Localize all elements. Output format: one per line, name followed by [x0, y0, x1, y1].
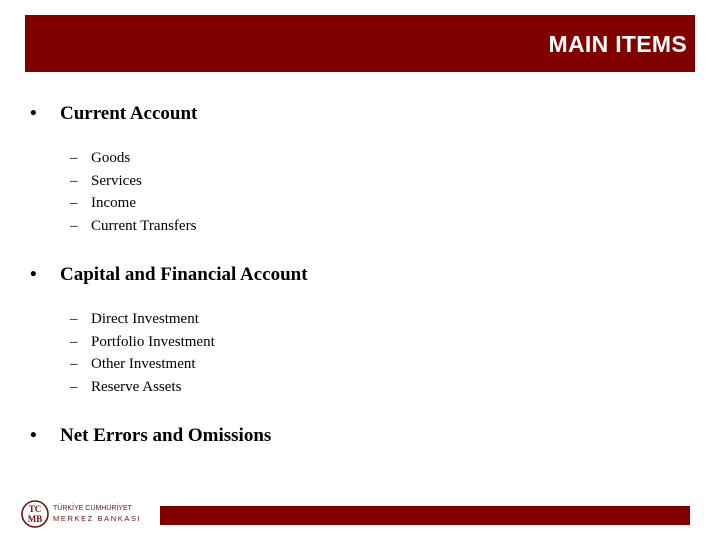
dash: – [70, 311, 78, 327]
title-bar [25, 15, 695, 72]
dash: – [70, 218, 78, 235]
bullet-label: Current Account [60, 103, 198, 124]
bullet-dot: • [30, 264, 37, 285]
list-item-label: Services [91, 172, 142, 189]
slide-title: MAIN ITEMS [548, 31, 687, 57]
dash: – [70, 379, 78, 396]
bullet-label: Capital and Financial Account [60, 264, 308, 285]
list-item-label: Current Transfers [91, 218, 197, 235]
dash: – [70, 195, 78, 212]
list-item-label: Portfolio Investment [91, 333, 215, 350]
list-item-label: Reserve Assets [91, 379, 182, 396]
list-item-label: Direct Investment [91, 311, 199, 327]
list-item-label: Income [91, 195, 136, 212]
list-item-label: Other Investment [91, 356, 196, 373]
svg-text:MB: MB [27, 514, 43, 524]
logo-line-2: MERKEZ BANKASI [53, 514, 142, 523]
dash: – [70, 150, 78, 166]
bullet-dot: • [30, 425, 37, 446]
dash: – [70, 333, 78, 350]
list-item-label: Goods [91, 150, 131, 166]
svg-text:TC: TC [28, 504, 42, 514]
bullet-dot: • [30, 103, 37, 124]
logo-text [53, 504, 141, 524]
bullet-label: Net Errors and Omissions [60, 425, 272, 446]
dash: – [70, 356, 78, 373]
tcmb-logo-icon [20, 499, 50, 529]
dash: – [70, 172, 78, 189]
logo-line-1: TÜRKİYE CUMHURİYET [53, 505, 132, 512]
footer-bar [160, 506, 690, 525]
tcmb-logo [20, 499, 160, 531]
